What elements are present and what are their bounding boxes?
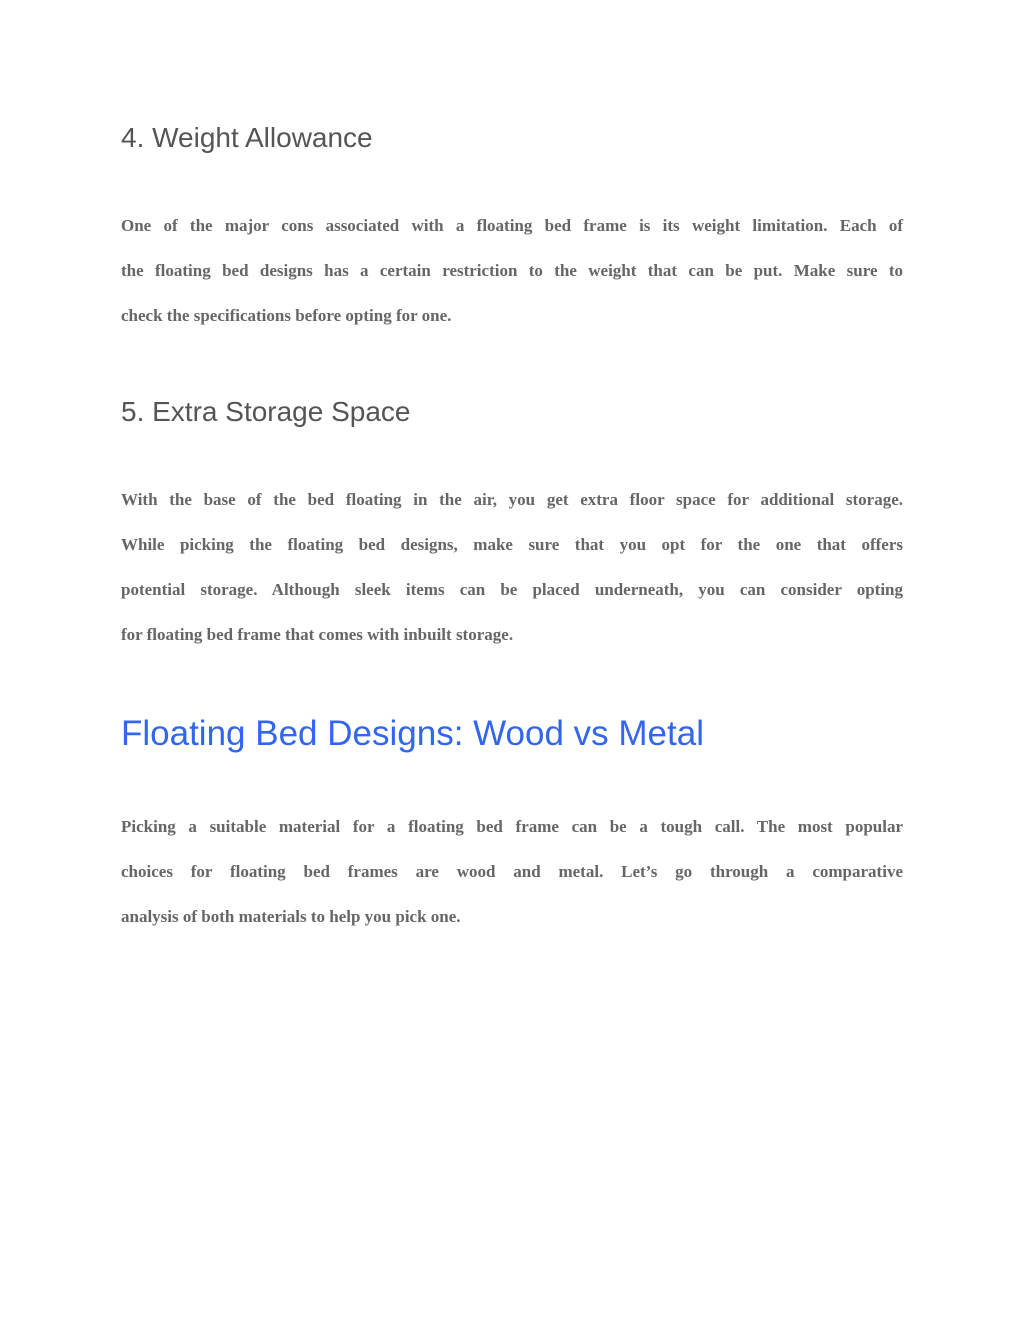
paragraph-line: for floating bed frame that comes with inbuilt storage. xyxy=(121,625,514,644)
wood-vs-metal-paragraph xyxy=(121,804,903,939)
section-heading-extra-storage: 5. Extra Storage Space xyxy=(121,396,411,427)
paragraph-line: Picking a suitable material for a floating bed frame can be a tough call. The most popular xyxy=(121,817,903,836)
paragraph-line: choices for floating bed frames are wood and metal. Let’s go through a comparative xyxy=(121,862,903,881)
paragraph-line: the floating bed designs has a certain restriction to the weight that can be put. Make sure to xyxy=(121,261,903,280)
paragraph-line: One of the major cons associated with a floating bed frame is its weight limitation. Each of xyxy=(121,216,903,235)
paragraph-line: While picking the floating bed designs, make sure that you opt for the one that offers xyxy=(121,535,903,554)
paragraph-line: potential storage. Although sleek items can be placed underneath, you can consider opting xyxy=(121,580,903,599)
extra-storage-paragraph xyxy=(121,477,903,657)
paragraph-line: analysis of both materials to help you pick one. xyxy=(121,907,461,926)
section-heading-weight-allowance: 4. Weight Allowance xyxy=(121,122,373,153)
section-heading-wood-vs-metal: Floating Bed Designs: Wood vs Metal xyxy=(121,714,704,753)
paragraph-line: With the base of the bed floating in the air, you get extra floor space for additional storage. xyxy=(121,490,903,509)
weight-allowance-paragraph xyxy=(121,203,903,338)
paragraph-line: check the specifications before opting for one. xyxy=(121,306,452,325)
